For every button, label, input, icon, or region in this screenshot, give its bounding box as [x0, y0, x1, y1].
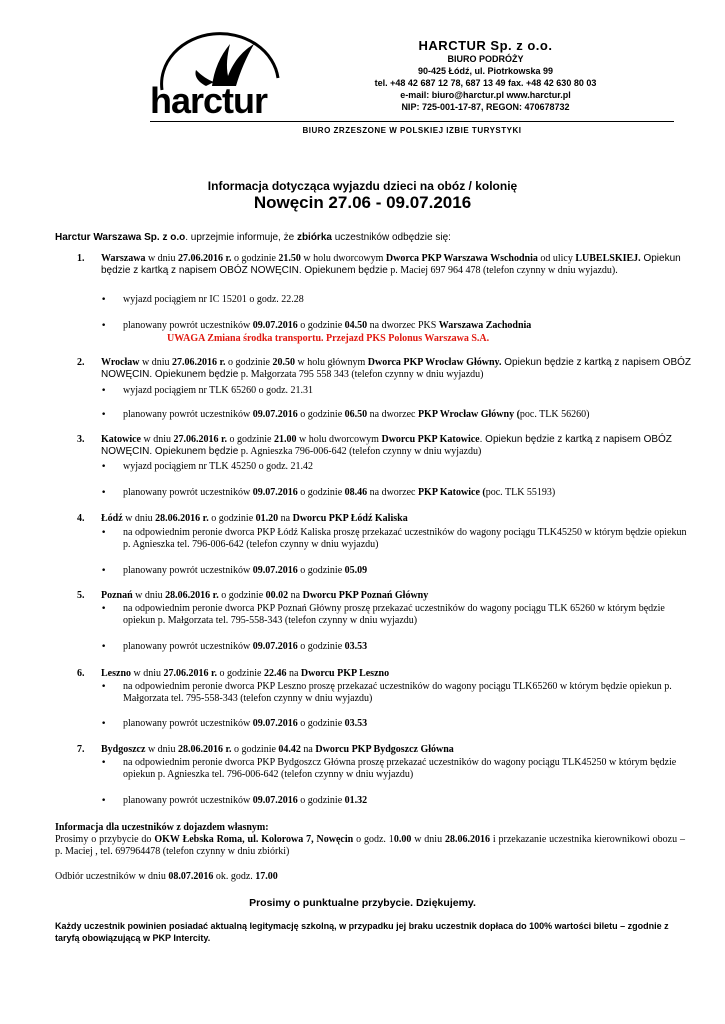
time: 17.00 — [255, 871, 278, 882]
date: 08.07.2016 — [168, 871, 214, 882]
intro-line — [55, 232, 451, 243]
text: o godzinie — [297, 795, 345, 806]
text: o godzinie — [297, 320, 345, 331]
header-divider — [150, 121, 674, 122]
city: Poznań — [101, 590, 133, 601]
date: 28.06.2016 r. — [155, 513, 209, 524]
time: 01.20 — [255, 513, 279, 524]
guide-text: Opiekun będzie z kartką z napisem OBÓZ NOWĘCIN. Opiekunem będzie — [101, 357, 692, 380]
date: 09.07.2016 — [252, 565, 298, 576]
time: 03.53 — [344, 641, 368, 652]
logo-wordmark: harctur — [150, 80, 268, 121]
item-number: 2. — [77, 357, 85, 368]
company-nip: NIP: 725-001-17-87, REGON: 470678732 — [401, 102, 570, 112]
bullet: • na odpowiednim peronie dworca PKP Bydgoszcz Główna proszę przekazać uczestników do wagony pociągu TLK45250 w którym będzie opiekun p. Agnieszka tel. 796-006-642 (telefon czynny w dniu wyjazdu) — [123, 757, 693, 781]
guide: p. Małgorzata 795 558 343 (telefon czynny w dniu wyjazdu) — [238, 369, 484, 380]
ticket-notice: Każdy uczestnik powinien posiadać aktualną legitymację szkolną, w przypadku jej braku uczestnik dopłaca do 100% wartości biletu – zgodnie z taryfą obowiązującą w PKP Intercity. — [55, 921, 669, 943]
text: na — [278, 513, 293, 524]
association-note: BIURO ZRZESZONE W POLSKIEJ IZBIE TURYSTYKI — [302, 126, 522, 135]
city: Łódź — [101, 513, 123, 524]
time: 22.46 — [263, 668, 287, 679]
text: o godzinie — [297, 487, 345, 498]
list-item-lodz — [55, 513, 695, 576]
date: 09.07.2016 — [252, 409, 298, 420]
text: o godz. 1 — [353, 834, 394, 845]
text: na — [288, 590, 303, 601]
list-item-wroclaw — [55, 357, 695, 420]
city: Wrocław — [101, 357, 140, 368]
date: 28.06.2016 r. — [165, 590, 219, 601]
place: PKP Wrocław Główny ( — [417, 409, 520, 420]
bullet: • na odpowiednim peronie dworca PKP Poznań Główny proszę przekazać uczestników do wagony pociągu TLK 65260 w którym będzie opiekun p. Małgorzata tel. 795-558-343 (telefon czynny w dniu wyjazdu) — [123, 603, 693, 627]
bullet — [123, 294, 304, 306]
date: 27.06.2016 r. — [173, 434, 228, 445]
guide-text: Opiekun będzie z kartką z napisem OBÓZ NOWĘCIN. Opiekunem będzie — [101, 253, 681, 276]
place: Dworcu PKP Katowice — [381, 434, 480, 445]
bullet-return — [123, 718, 367, 730]
company-name: HARCTUR Sp. z o.o. — [418, 38, 553, 53]
place: Dworcu PKP Leszno — [300, 668, 390, 679]
date: 09.07.2016 — [252, 795, 298, 806]
text: o godzinie — [218, 590, 266, 601]
text: o godzinie — [297, 565, 345, 576]
text: planowany powrót uczestników — [123, 409, 253, 420]
item-number: 1. — [77, 253, 85, 264]
time: 08.46 — [344, 487, 368, 498]
intro-text: . uprzejmie informuje, że — [185, 232, 297, 243]
time: 00.02 — [265, 590, 289, 601]
text: w dniu — [145, 253, 178, 264]
bullet-text: wyjazd pociągiem nr TLK 65260 o godz. 21.31 — [123, 385, 314, 396]
date: 28.06.2016 — [444, 834, 490, 845]
text: w dniu — [131, 668, 164, 679]
text: o godzinie — [297, 641, 345, 652]
text: planowany powrót uczestników — [123, 487, 253, 498]
text: o godzinie — [297, 409, 345, 420]
place: Warszawa Zachodnia — [438, 320, 532, 331]
text: o godzinie — [297, 718, 345, 729]
warning: UWAGA Zmiana środka transportu. Przejazd PKS Polonus Warszawa S.A. — [167, 333, 490, 344]
text: o godzinie — [231, 744, 279, 755]
text: na dworzec — [367, 487, 418, 498]
place: Dworcu PKP Bydgoszcz Główna — [315, 744, 454, 755]
pickup-info — [55, 871, 278, 882]
guide-text: . Opiekun będzie z kartką z napisem OBÓZ NOWĘCIN. Opiekunem będzie — [101, 434, 672, 457]
city: Bydgoszcz — [101, 744, 146, 755]
bullet-return — [123, 320, 531, 332]
text: na — [300, 744, 316, 755]
text: od ulicy — [537, 253, 576, 264]
company-info — [318, 38, 653, 113]
date: 27.06.2016 r. — [177, 253, 232, 264]
bullet-return — [123, 565, 367, 577]
date: 28.06.2016 r. — [177, 744, 232, 755]
item-number: 4. — [77, 513, 85, 524]
text: w dniu — [411, 834, 445, 845]
date: 09.07.2016 — [252, 487, 298, 498]
own-transport-info — [55, 822, 685, 858]
bullet-return — [123, 795, 367, 807]
item-number: 3. — [77, 434, 85, 445]
list-item-bydgoszcz — [55, 744, 695, 806]
intro-bold: zbiórka — [296, 232, 332, 243]
date: 09.07.2016 — [252, 641, 298, 652]
text: o godzinie — [208, 513, 256, 524]
text: poc. TLK 55193) — [485, 487, 556, 498]
time: 04.42 — [278, 744, 301, 755]
text: planowany powrót uczestników — [123, 718, 253, 729]
text: w dniu — [132, 590, 166, 601]
text: planowany powrót uczestników — [123, 565, 253, 576]
text: w holu dworcowym — [296, 434, 382, 445]
place: Dworcu PKP Poznań Główny — [302, 590, 429, 601]
time: 20.50 — [272, 357, 295, 368]
text: Odbiór uczestników w dniu — [55, 871, 169, 882]
text: Prosimy o przybycie do — [55, 834, 155, 845]
text: i przekazanie uczestnika kierownikowi obozu – p. Maciej , tel. 697964478 (telefon czynny w dniu zbiórki) — [55, 834, 685, 857]
intro-text-2: uczestników odbędzie się: — [331, 232, 451, 243]
date: 27.06.2016 r. — [163, 668, 218, 679]
punctuality-note: Prosimy o punktualne przybycie. Dziękujemy. — [249, 897, 476, 909]
text: poc. TLK 56260) — [519, 409, 590, 420]
text: w holu głównym — [294, 357, 368, 368]
text: o godzinie — [231, 253, 279, 264]
text: w dniu — [145, 744, 178, 755]
guide: p. Agnieszka 796-006-642 (telefon czynny w dniu wyjazdu) — [238, 446, 482, 457]
text: planowany powrót uczestników — [123, 795, 253, 806]
bullet-return — [123, 409, 589, 421]
intro-org: Harctur Warszawa Sp. z o.o — [55, 232, 186, 243]
document-title: Informacja dotycząca wyjazdu dzieci na obóz / kolonię — [207, 179, 518, 193]
place: PKP Katowice ( — [417, 487, 486, 498]
company-email: e-mail: biuro@harctur.pl www.harctur.pl — [400, 90, 571, 100]
place: OKW Łebska Roma, ul. Kolorowa 7, Nowęcin — [154, 834, 354, 845]
list-item-leszno — [55, 668, 695, 729]
text: o godzinie — [217, 668, 264, 679]
date: 09.07.2016 — [252, 320, 298, 331]
guide: p. Maciej 697 964 478 (telefon czynny w dniu wyjazdu). — [387, 265, 618, 276]
document-subtitle: Nowęcin 27.06 - 09.07.2016 — [253, 193, 472, 212]
bullet-return — [123, 487, 555, 499]
bullet-return — [123, 641, 367, 653]
time: 03.53 — [344, 718, 368, 729]
item-number: 6. — [77, 668, 85, 679]
list-item-katowice — [55, 434, 695, 498]
time: 01.32 — [344, 795, 368, 806]
place: Dworcu PKP Łódź Kaliska — [292, 513, 408, 524]
city: Warszawa — [101, 253, 146, 264]
item-number: 5. — [77, 590, 85, 601]
bullet: • na odpowiednim peronie dworca PKP Łódź Kaliska proszę przekazać uczestników do wagony pociągu TLK45250 w którym będzie opiekun p. Agnieszka tel. 796-006-642 (telefon czynny w dniu wyjazdu) — [123, 527, 693, 551]
time: 0.00 — [393, 834, 412, 845]
company-line-1: BIURO PODRÓŻY — [447, 54, 524, 64]
date: 27.06.2016 r. — [172, 357, 226, 368]
own-transport-heading: Informacja dla uczestników z dojazdem własnym: — [55, 822, 269, 833]
city: Leszno — [101, 668, 131, 679]
company-address: 90-425 Łódź, ul. Piotrkowska 99 — [417, 66, 554, 76]
text: na dworzec PKS — [367, 320, 439, 331]
time: 06.50 — [344, 409, 368, 420]
text: o godzinie — [225, 357, 273, 368]
date: 09.07.2016 — [252, 718, 298, 729]
bullet-text: wyjazd pociągiem nr IC 15201 o godz. 22.28 — [123, 294, 304, 305]
place: Dworca PKP Wrocław Główny. — [367, 357, 502, 368]
text: w holu dworcowym — [300, 253, 386, 264]
bullet — [123, 461, 313, 473]
bullet — [123, 385, 313, 397]
time: 04.50 — [344, 320, 368, 331]
place: LUBELSKIEJ. — [575, 253, 641, 264]
city: Katowice — [101, 434, 141, 445]
bullet: • na odpowiednim peronie dworca PKP Leszno proszę przekazać uczestników do wagony pociągu TLK65260 w którym będzie opiekun p. Małgorzata tel. 795-558-343 (telefon czynny w dniu wyjazdu) — [123, 681, 693, 705]
place: Dworca PKP Warszawa Wschodnia — [385, 253, 538, 264]
text: w dniu — [122, 513, 156, 524]
text: planowany powrót uczestników — [123, 320, 253, 331]
text: w dniu — [141, 434, 174, 445]
text: o godzinie — [227, 434, 274, 445]
time: 05.09 — [344, 565, 368, 576]
bullet-text: wyjazd pociągiem nr TLK 45250 o godz. 21.42 — [123, 461, 314, 472]
text: ok. godz. — [213, 871, 256, 882]
time: 21.50 — [278, 253, 301, 264]
text: w dniu — [139, 357, 173, 368]
list-item-warszawa — [55, 253, 695, 344]
company-phone: tel. +48 42 687 12 78, 687 13 49 fax. +48 42 630 80 03 — [374, 78, 597, 88]
item-number: 7. — [77, 744, 85, 755]
list-item-poznan — [55, 590, 695, 652]
text: na dworzec — [367, 409, 418, 420]
text: planowany powrót uczestników — [123, 641, 253, 652]
time: 21.00 — [273, 434, 297, 445]
text: na — [286, 668, 301, 679]
